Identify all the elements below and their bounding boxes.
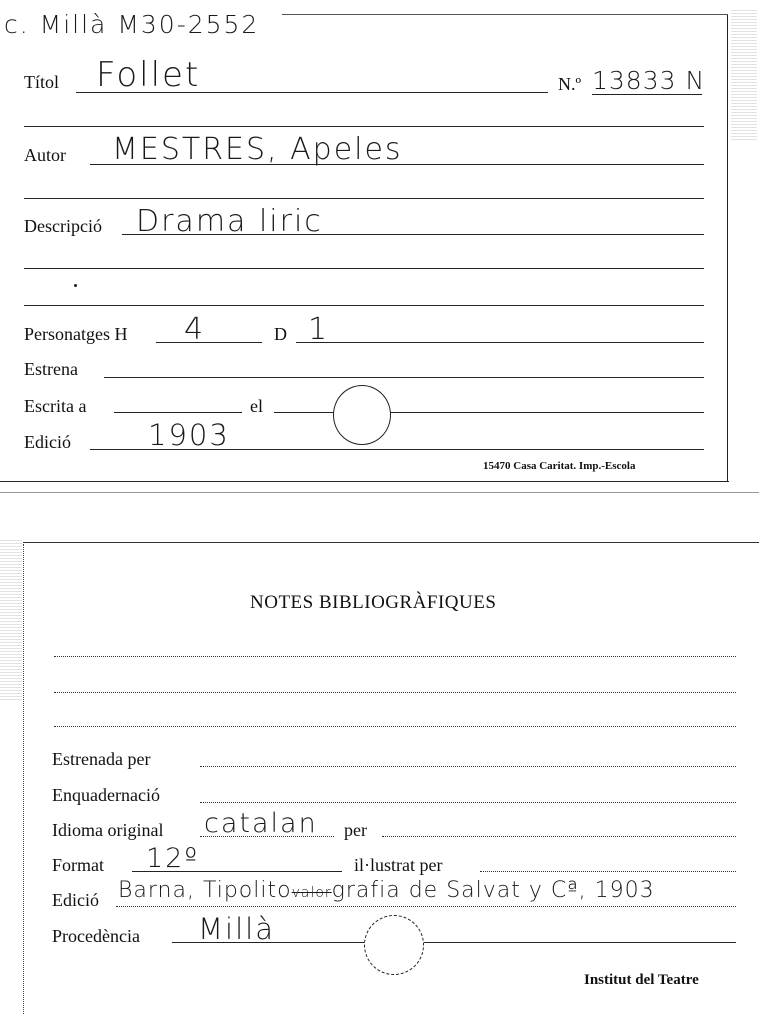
personatges-h-value: 4 [184, 312, 206, 347]
personatges-d-label: D [274, 324, 287, 344]
enquadernacio-line [200, 802, 736, 803]
estrenada-line [200, 766, 736, 767]
page-edge-line [0, 492, 759, 493]
idioma-per-label: per [344, 820, 367, 840]
idioma-value: catalan [204, 808, 318, 839]
escrita-label: Escrita a [24, 396, 87, 416]
descripcio-extra-line-2 [24, 305, 704, 306]
titol-extra-line [24, 126, 704, 127]
edicio2-value-part2: grafia de Salvat y Cª, 1903 [331, 878, 655, 903]
estrena-label: Estrena [24, 359, 78, 379]
format-label: Format [52, 855, 104, 875]
illustrat-line [480, 871, 736, 872]
edicio2-value-part1: Barna, Tipolito [118, 878, 292, 903]
card-1-right-border [727, 14, 728, 482]
descripcio-value: Drama liric [136, 204, 323, 239]
numero-label: N.º [558, 74, 582, 94]
format-value: 12º [146, 843, 200, 874]
edicio-label: Edició [24, 432, 71, 452]
estrena-line [104, 377, 704, 378]
punch-hole-2 [364, 915, 424, 975]
card-1-top-border [282, 14, 728, 15]
personatges-h-line [156, 342, 262, 343]
illustrat-label: il·lustrat per [354, 855, 443, 875]
idioma-per-line [382, 836, 736, 837]
catalog-card-1 [0, 0, 759, 495]
numero-value: 13833 N [592, 66, 706, 95]
printer-footer: 15470 Casa Caritat. Imp.-Escola [483, 460, 636, 472]
institution-footer: Institut del Teatre [584, 972, 699, 988]
descripcio-label: Descripció [24, 216, 102, 236]
card-1-bottom-border [0, 481, 729, 482]
autor-extra-line [24, 198, 704, 199]
card-2-left-border [23, 544, 24, 1014]
autor-value: MESTRES, Apeles [112, 132, 403, 167]
edicio2-label: Edició [52, 890, 99, 910]
procedencia-value: Millà [198, 912, 275, 946]
enquadernacio-label: Enquadernació [52, 785, 160, 805]
estrenada-label: Estrenada per [52, 749, 151, 769]
personatges-label: Personatges H [24, 324, 128, 344]
escrita-line [114, 412, 242, 413]
notes-line-3 [54, 726, 736, 727]
edicio-value: 1903 [148, 418, 230, 452]
scan-noise [731, 10, 757, 140]
autor-label: Autor [24, 145, 66, 165]
card-2-top-border [23, 542, 759, 543]
titol-value: Follet [96, 55, 201, 95]
catalog-card-2 [0, 530, 759, 1028]
personatges-d-line [296, 342, 704, 343]
procedencia-label: Procedència [52, 926, 140, 946]
edicio2-value [118, 878, 655, 903]
el-label: el [250, 396, 263, 416]
handwritten-header: c. Millà M30-2552 [4, 10, 260, 39]
personatges-d-value: 1 [308, 312, 330, 347]
notes-line-1 [54, 656, 736, 657]
scan-noise-left [0, 540, 22, 700]
notes-line-2 [54, 692, 736, 693]
descripcio-extra-line-1 [24, 268, 704, 269]
notes-heading: NOTES BIBLIOGRÀFIQUES [250, 592, 497, 613]
edicio2-struck: valor [291, 885, 332, 901]
punch-hole-1 [333, 385, 391, 445]
idioma-label: Idioma original [52, 820, 164, 840]
titol-label: Títol [24, 72, 59, 92]
edicio2-line [116, 906, 736, 907]
numero-line [592, 94, 702, 95]
ink-dot [74, 284, 77, 287]
